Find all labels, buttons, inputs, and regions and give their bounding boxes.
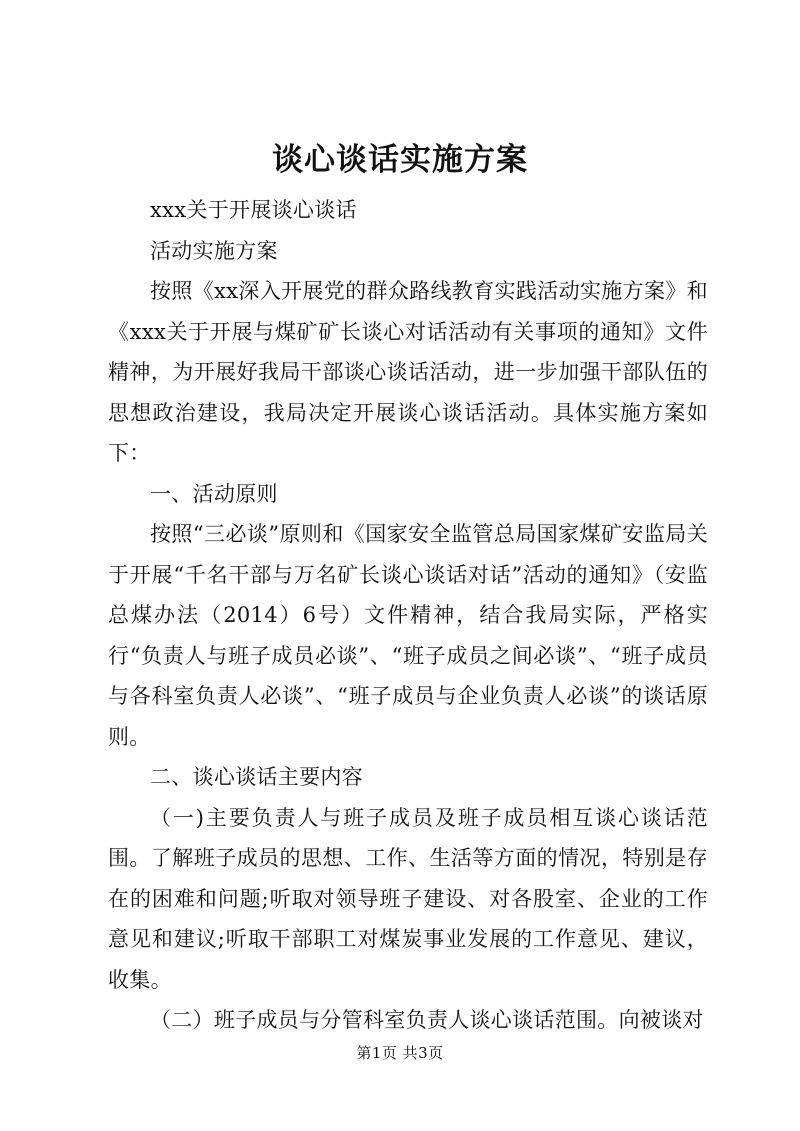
section-heading: 一、活动原则 bbox=[150, 481, 278, 506]
paragraph: （一)主要负责人与班子成员及班子成员相互谈心谈话范围。了解班子成员的思想、工作、生活等方面的情况，特别是存在的困难和问题;听取对领导班子建设、对各股室、企业的工作意见和建议;听取干部职工对煤炭事业发展的工作意见、建议，收集。 bbox=[108, 805, 708, 992]
page-number-footer: 第1页 共3页 bbox=[356, 1044, 444, 1062]
paragraph: xxx关于开展谈心谈话 bbox=[150, 198, 357, 222]
paragraph: （二）班子成员与分管科室负责人谈心谈话范围。向被谈对 bbox=[150, 1008, 704, 1032]
paragraph: 按照《xx深入开展党的群众路线教育实践活动实施方案》和《xxx关于开展与煤矿矿长谈心对话活动有关事项的通知》文件精神，为开展好我局干部谈心谈话活动，进一步加强干部队伍的思想政治建设，我局决定开展谈心谈话活动。具体实施方案如下： bbox=[108, 279, 708, 465]
document-body bbox=[108, 190, 708, 1041]
paragraph: 活动实施方案 bbox=[150, 238, 278, 263]
paragraph: 按照“三必谈”原则和《国家安全监管总局国家煤矿安监局关于开展“千名干部与万名矿长谈心谈话对话”活动的通知》（安监总煤办法（2014）6号）文件精神，结合我局实际，严格实行“负责人与班子成员必谈”、“班子成员之间必谈”、“班子成员与各科室负责人必谈”、“班子成员与企业负责人必谈”的谈话原则。 bbox=[108, 522, 708, 749]
section-heading: 二、谈心谈话主要内容 bbox=[150, 765, 363, 789]
document-title: 谈心谈话实施方案 bbox=[272, 142, 528, 178]
